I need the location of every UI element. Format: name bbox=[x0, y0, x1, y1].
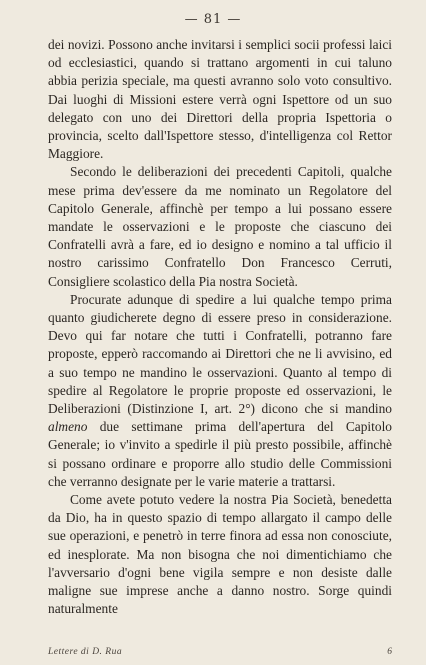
paragraph-3 bbox=[48, 291, 392, 491]
emphasis-text: almeno bbox=[48, 419, 88, 435]
paragraph-text: due settimane prima dell'apertura del Capitolo Generale; io v'invito a spedirle il più presto possibile, affinchè si possano ordinare e proporre allo studio delle Commissioni che verranno designate per le varie materie a trattarsi. bbox=[48, 419, 392, 489]
body-text bbox=[48, 36, 392, 619]
paragraph-4 bbox=[48, 491, 392, 618]
paragraph-text: dei novizi. Possono anche invitarsi i semplici socii professi laici od ecclesiastici, quando si trattano argomenti in cui taluno abbia perizia speciale, ma questi avranno solo voto consultivo. Dai luoghi di Missioni estere verrà ogni Ispettore od un suo delegato con uno dei Direttori della propria Ispettoria o provincia, scelto dall'Ispettore stesso, d'intelligenza col Rettor Maggiore. bbox=[48, 37, 392, 162]
paragraph-2 bbox=[48, 163, 392, 290]
page-number: — 81 — bbox=[184, 12, 242, 27]
running-title: Lettere di D. Rua bbox=[48, 647, 123, 657]
signature-mark: 6 bbox=[387, 647, 392, 657]
paragraph-text: Procurate adunque di spedire a lui qualche tempo prima quanto giudicherete degno di essere preso in considerazione. Devo qui far notare che tutti i Confratelli, potranno fare proposte, epperò raccomando ai Direttori che ne li avvisino, ed a suo tempo ne mandino le osservazioni. Quanto al tempo di spedire al Regolatore le proprie proposte ed osservazioni, le Deliberazioni (Distinzione I, art. 2°) dicono che si mandino bbox=[48, 291, 392, 417]
paragraph-1 bbox=[48, 36, 392, 163]
paragraph-text: Come avete potuto vedere la nostra Pia Società, benedetta da Dio, ha in questo spazio di tempo allargato il campo delle sue operazioni, e penetrò in terre finora ad essa non conosciute, ed inesplorate. Ma non bisogna che noi dimentichiamo che l'avversario d'ogni bene vigila sempre e non desiste dalle maligne sue imprese anche a danno nostro. Sorge quindi naturalmente bbox=[48, 492, 392, 617]
paragraph-text: Secondo le deliberazioni dei precedenti Capitoli, qualche mese prima dev'essere da me nominato un Regolatore del Capitolo Generale, affinchè per tempo a lui possano essere mandate le osservazioni e le proposte che ciascuno dei Confratelli avrà a fare, ed io designo e nomino a tal ufficio il nostro carissimo Confratello Don Francesco Cerruti, Consigliere scolastico della Pia nostra Società. bbox=[48, 164, 392, 289]
